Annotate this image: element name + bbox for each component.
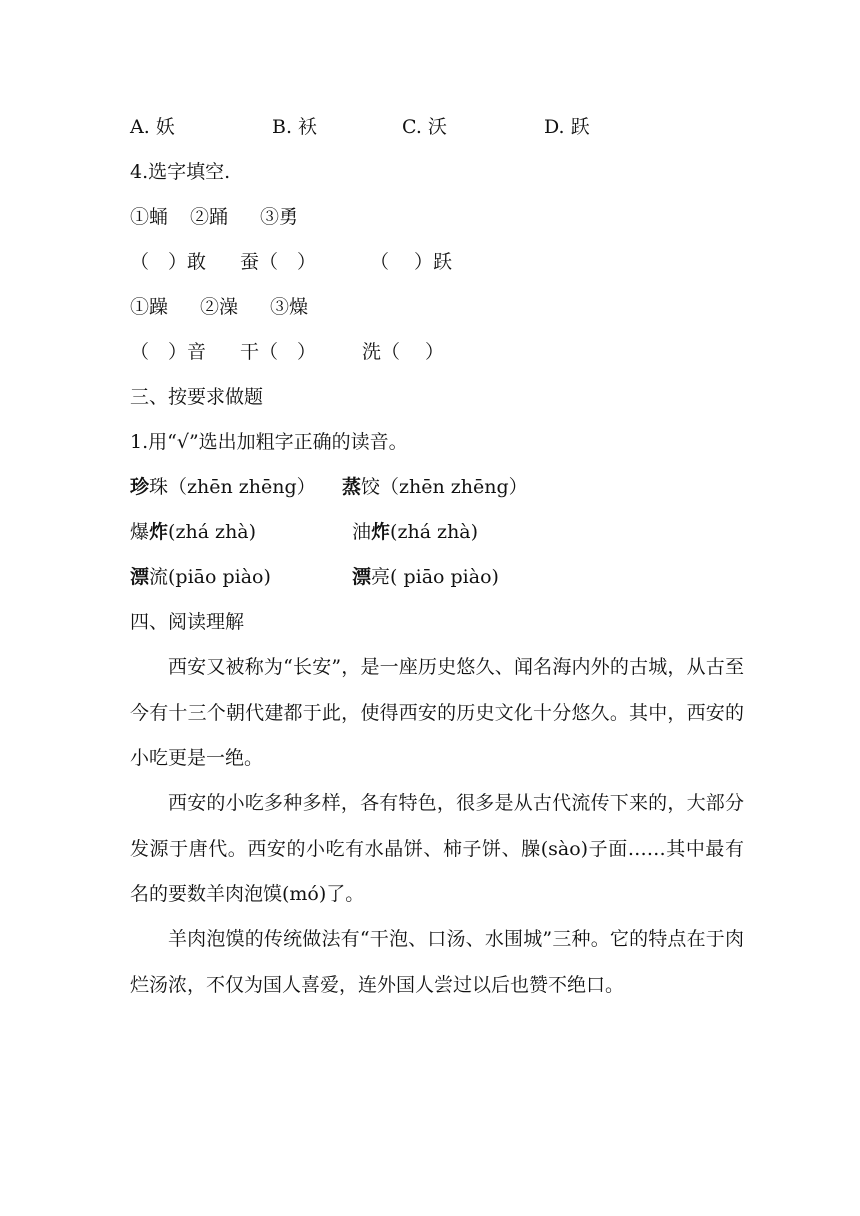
option-c: C. 沃 xyxy=(402,116,447,138)
blank-item: （ ）跃 xyxy=(370,251,453,273)
bold-char: 炸 xyxy=(149,521,169,543)
choice-item: ②澡 xyxy=(200,296,239,318)
section4-heading: 四、阅读理解 xyxy=(130,611,245,633)
bold-char: 炸 xyxy=(371,521,391,543)
blank-item: 洗（ ） xyxy=(362,341,445,363)
bold-char: 珍 xyxy=(130,476,150,498)
pinyin-item: 油炸(zhá zhà) xyxy=(352,521,479,543)
pinyin-item: 珍珠（zhēn zhēng） xyxy=(130,476,316,498)
bold-char: 蒸 xyxy=(342,476,362,498)
choice-item: ②踊 xyxy=(190,206,229,228)
section3-heading: 三、按要求做题 xyxy=(130,386,264,408)
choice-item: ③燥 xyxy=(270,296,309,318)
choice-item: ①蛹 xyxy=(130,206,169,228)
option-b: B. 袄 xyxy=(272,116,318,138)
reading-paragraph: 西安又被称为“长安”，是一座历史悠久、闻名海内外的古城，从古至今有十三个朝代建都于此，使得西安的历史文化十分悠久。其中，西安的小吃更是一绝。 xyxy=(130,656,744,769)
choice-item: ①躁 xyxy=(130,296,169,318)
option-d: D. 跃 xyxy=(544,116,590,138)
blank-item: （ ）敢 xyxy=(130,251,207,273)
reading-paragraph: 羊肉泡馍的传统做法有“干泡、口汤、水围城”三种。它的特点在于肉烂汤浓，不仅为国人喜爱，连外国人尝过以后也赞不绝口。 xyxy=(130,928,744,996)
choice-item: ③勇 xyxy=(260,206,299,228)
q4-title: 4.选字填空. xyxy=(130,161,231,183)
section3-q1-title: 1.用“√”选出加粗字正确的读音。 xyxy=(130,431,408,453)
pinyin-item: 漂亮( piāo piào) xyxy=(352,566,499,588)
pinyin-item: 蒸饺（zhēn zhēng） xyxy=(342,476,528,498)
reading-paragraph: 西安的小吃多种多样，各有特色，很多是从古代流传下来的，大部分发源于唐代。西安的小吃有水晶饼、柿子饼、臊(sào)子面……其中最有名的要数羊肉泡馍(mó)了。 xyxy=(130,792,744,905)
blank-item: （ ）音 xyxy=(130,341,207,363)
blank-item: 干（ ） xyxy=(240,341,317,363)
pinyin-item: 漂流(piāo piào) xyxy=(130,566,271,588)
bold-char: 漂 xyxy=(130,566,150,588)
bold-char: 漂 xyxy=(352,566,372,588)
blank-item: 蚕（ ） xyxy=(240,251,317,273)
option-a: A. 妖 xyxy=(130,116,175,138)
pinyin-item: 爆炸(zhá zhà) xyxy=(130,521,257,543)
